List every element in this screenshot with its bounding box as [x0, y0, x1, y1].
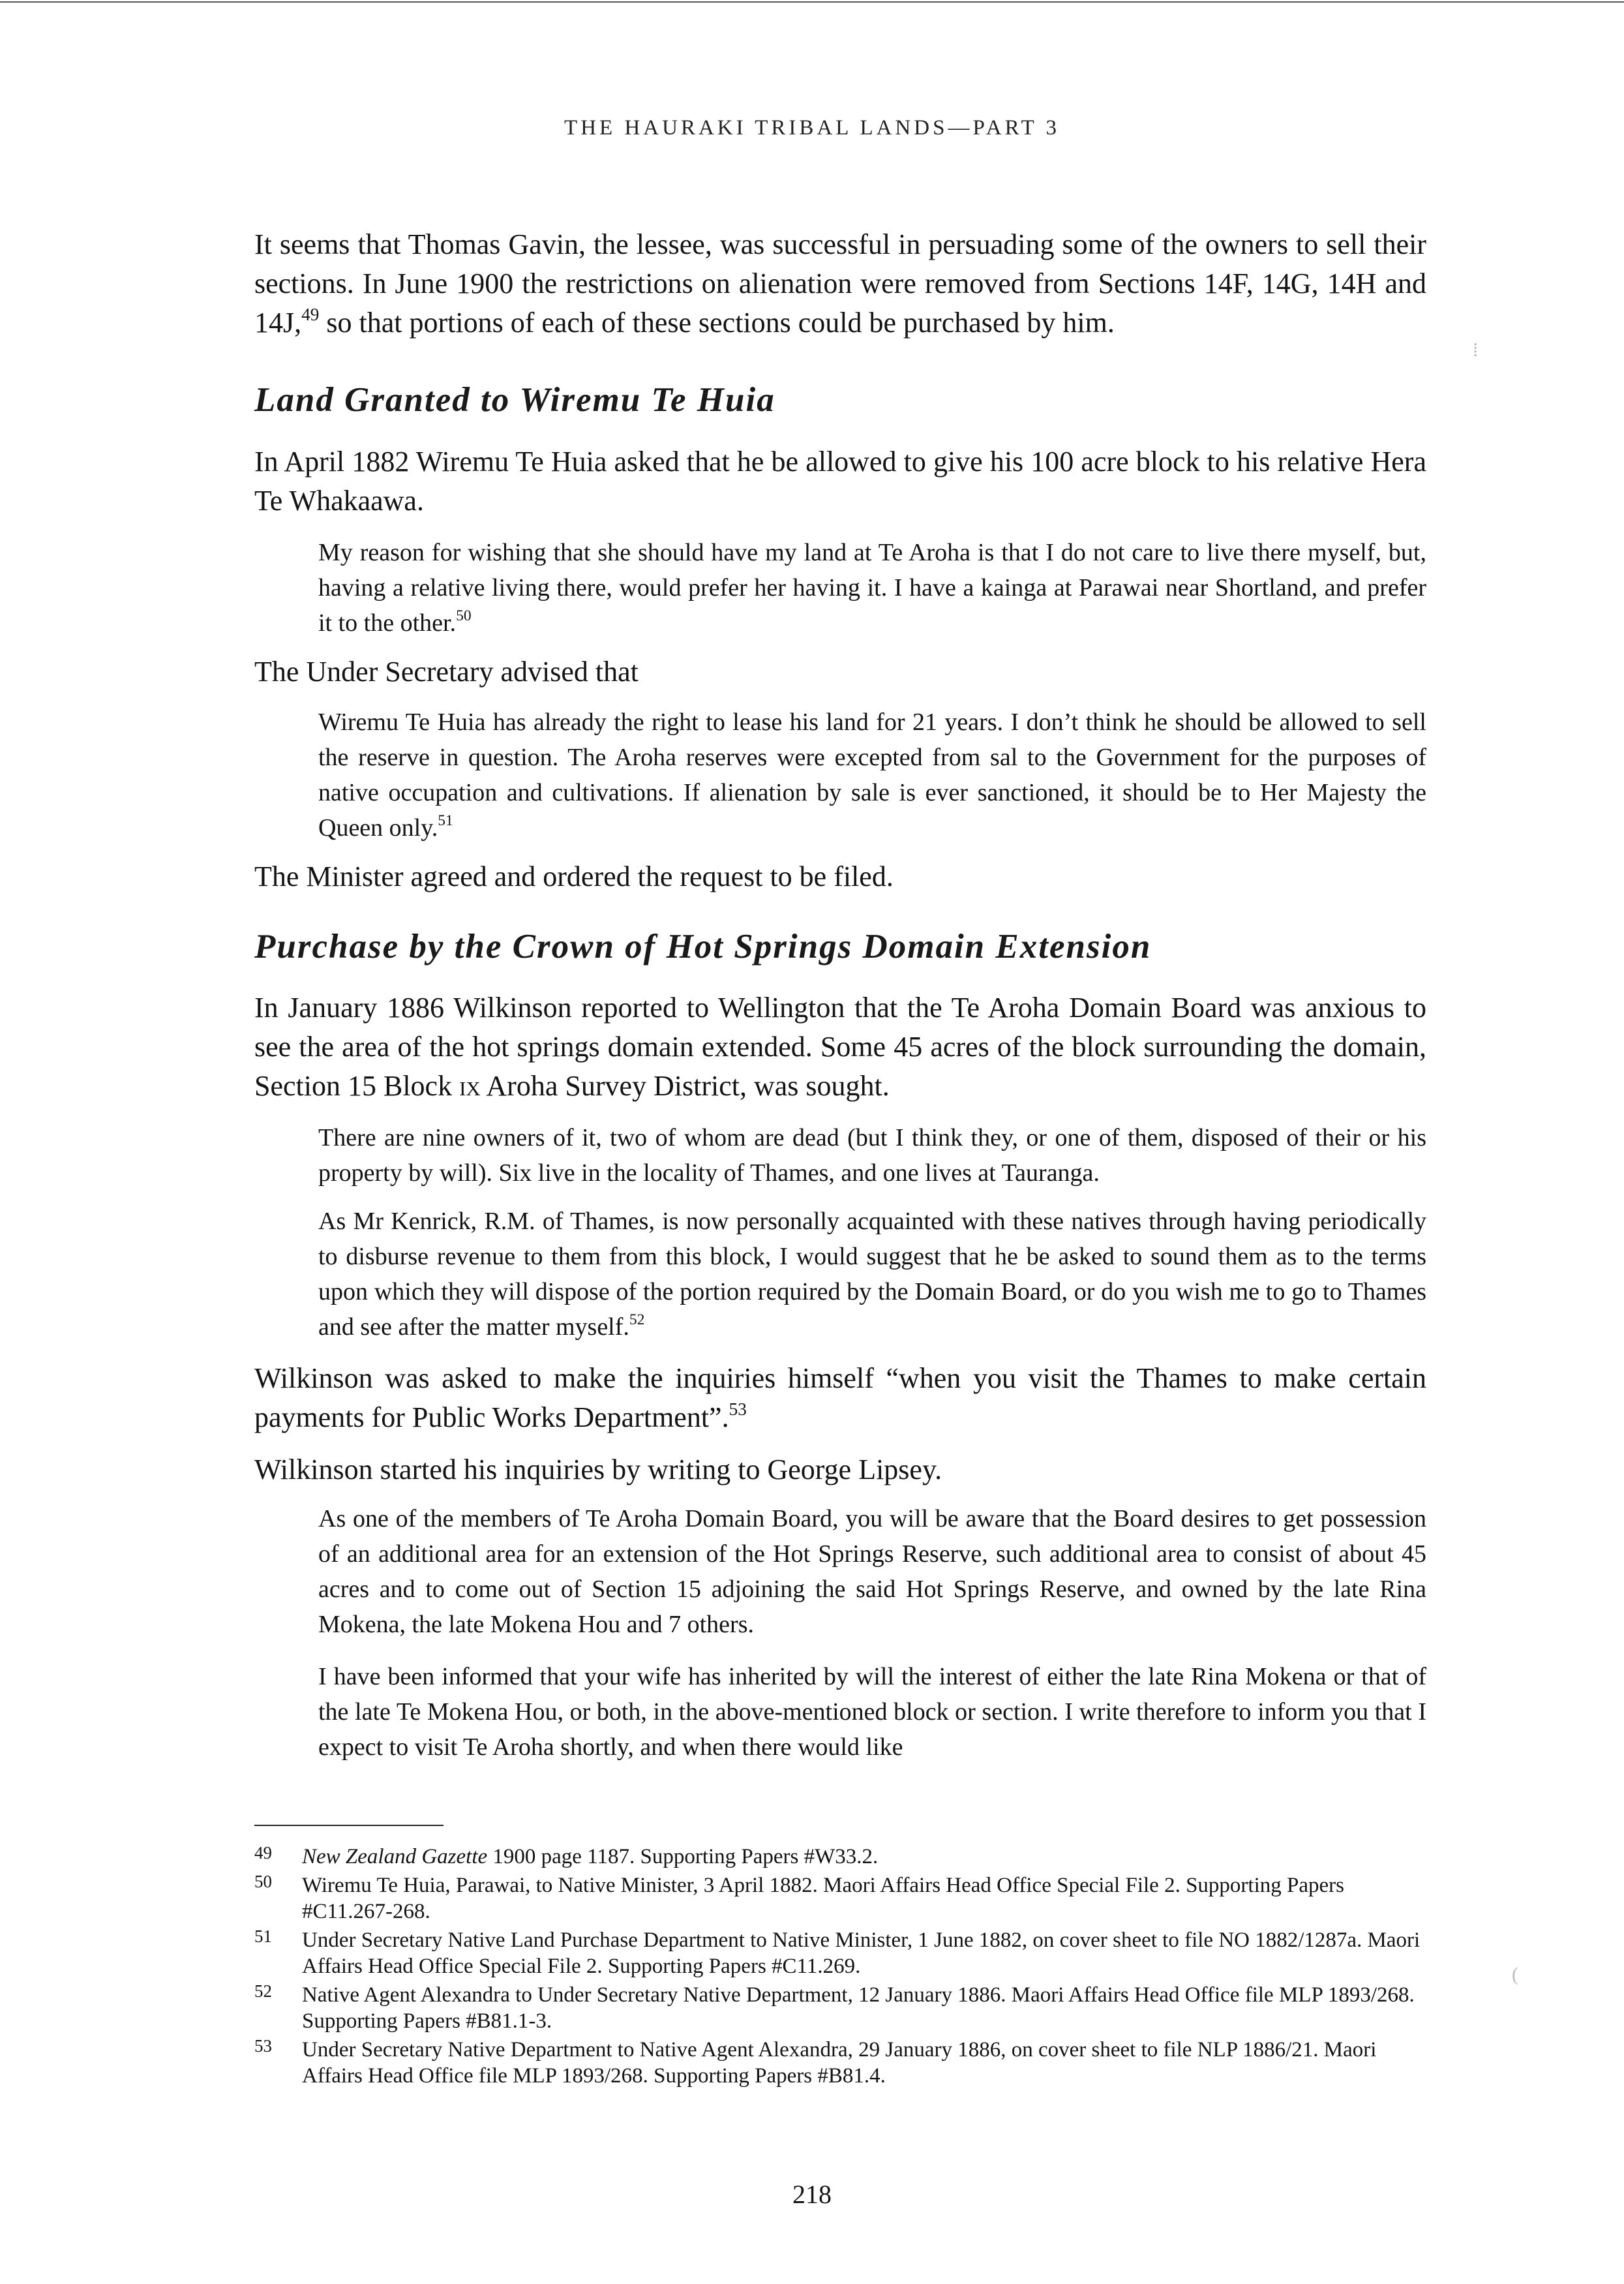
footnote-ref[interactable]: 51	[438, 812, 453, 829]
section-2-heading-block	[254, 927, 1426, 966]
section-1-heading-block	[254, 380, 1426, 419]
intro-block	[254, 225, 1426, 343]
block-quote: I have been informed that your wife has inherited by will the interest of either the late Rina Mokena or that of the late Te Mokena Hou, or both, in the above-mentioned block or section. I write therefore to inform you that I expect to visit Te Aroha shortly, and when there would like	[318, 1663, 1426, 1761]
footnote-text: Native Agent Alexandra to Under Secretary Native Department, 12 January 1886. Maori Affairs Head Office file MLP 1893/268. Supporting Papers #B81.1-3.	[302, 1983, 1415, 2033]
footnote	[254, 1927, 1426, 1979]
footnote-ref[interactable]: 49	[301, 304, 320, 324]
footnote-number: 52	[254, 1981, 272, 2001]
paragraph: In January 1886 Wilkinson reported to Wellington that the Te Aroha Domain Board was anxious to see the area of the hot springs domain extended. Some 45 acres of the block surrounding the domain, Section 15 Block ix Aroha Survey District, was sought.	[254, 992, 1426, 1102]
footnote	[254, 1872, 1426, 1925]
footnote-ref[interactable]: 50	[456, 607, 472, 624]
margin-mark: (	[1512, 1964, 1518, 1985]
footnote-text: Under Secretary Native Land Purchase Department to Native Minister, 1 June 1882, on cover sheet to file NO 1882/1287a. Maori Affairs Head Office Special File 2. Supporting Papers #C11.269.	[302, 1928, 1421, 1978]
footnote-text: New Zealand Gazette 1900 page 1187. Supporting Papers #W33.2.	[302, 1845, 879, 1868]
margin-mark: ⁞	[1473, 339, 1479, 361]
footnote	[254, 2037, 1426, 2089]
block-quote: There are nine owners of it, two of whom are dead (but I think they, or one of them, disposed of their or his property by will). Six live in the locality of Thames, and one lives at Tauranga.	[318, 1124, 1426, 1187]
footnote-text: Wiremu Te Huia, Parawai, to Native Minister, 3 April 1882. Maori Affairs Head Office Special File 2. Supporting Papers #C11.267-268.	[302, 1874, 1344, 1923]
footnote-number: 49	[254, 1843, 272, 1863]
top-edge-rule	[0, 1, 1624, 3]
footnote-number: 51	[254, 1926, 272, 1946]
footnote-rule	[254, 1825, 444, 1826]
block-quote: As Mr Kenrick, R.M. of Thames, is now personally acquainted with these natives through having periodically to disburse revenue to them from this block, I would suggest that he be asked to sound them as to the terms upon which they will dispose of the portion required by the Domain Board, or do you wish me to go to Thames and see after the matter myself.$^{52}$	[318, 1208, 1426, 1341]
footnote	[254, 1982, 1426, 2034]
paragraph: In April 1882 Wiremu Te Huia asked that he be allowed to give his 100 acre block to his relative Hera Te Whakaawa.	[254, 446, 1426, 517]
footnote	[254, 1844, 1426, 1870]
footnote-ref[interactable]: 52	[629, 1311, 645, 1328]
page-number: 218	[792, 2180, 832, 2209]
paragraph: Wilkinson was asked to make the inquiries himself “when you visit the Thames to make certain payments for Public Works Department”.$^{53}$	[254, 1362, 1426, 1433]
section-2-body	[254, 988, 1426, 1765]
running-head: THE HAURAKI TRIBAL LANDS—PART 3	[564, 116, 1060, 140]
block-quote: As one of the members of Te Aroha Domain Board, you will be aware that the Board desires to get possession of an additional area for an extension of the Hot Springs Reserve, such additional area to consist of about 45 acres and to come out of Section 15 adjoining the said Hot Springs Reserve, and owned by the late Rina Mokena, the late Mokena Hou and 7 others.	[318, 1505, 1426, 1638]
footnote-ref[interactable]: 53	[729, 1399, 747, 1419]
footnote-text: Under Secretary Native Department to Native Agent Alexandra, 29 January 1886, on cover sheet to file NLP 1886/21. Maori Affairs Head Office file MLP 1893/268. Supporting Papers #B81.4.	[302, 2038, 1377, 2088]
footnote-number: 50	[254, 1872, 272, 1891]
intro-paragraph: It seems that Thomas Gavin, the lessee, was successful in persuading some of the owners to sell their sections. In June 1900 the restrictions on alienation were removed from Sections 14F, 14G, 14H and 14J,$^{49}$ so that portions of each of these sections could be purchased by him.	[254, 228, 1426, 339]
block-quote: My reason for wishing that she should have my land at Te Aroha is that I do not care to live there myself, but, having a relative living there, would prefer her having it. I have a kainga at Parawai near Shortland, and prefer it to the other.$^{50}$	[318, 539, 1426, 637]
section-1-body	[254, 442, 1426, 896]
paragraph: The Under Secretary advised that	[254, 656, 639, 688]
section-heading: Purchase by the Crown of Hot Springs Domain Extension	[254, 928, 1152, 966]
section-heading: Land Granted to Wiremu Te Huia	[254, 381, 775, 419]
footnote-number: 53	[254, 2036, 272, 2056]
paragraph: The Minister agreed and ordered the request to be filed.	[254, 860, 894, 892]
paragraph: Wilkinson started his inquiries by writing to George Lipsey.	[254, 1454, 942, 1485]
block-quote: Wiremu Te Huia has already the right to lease his land for 21 years. I don’t think he should be allowed to sell the reserve in question. The Aroha reserves were excepted from sal to the Government for the purposes of native occupation and cultivations. If alienation by sale is ever sanctioned, it should be to Her Majesty the Queen only.$^{51}$	[318, 708, 1426, 842]
footnotes	[254, 1844, 1426, 2092]
